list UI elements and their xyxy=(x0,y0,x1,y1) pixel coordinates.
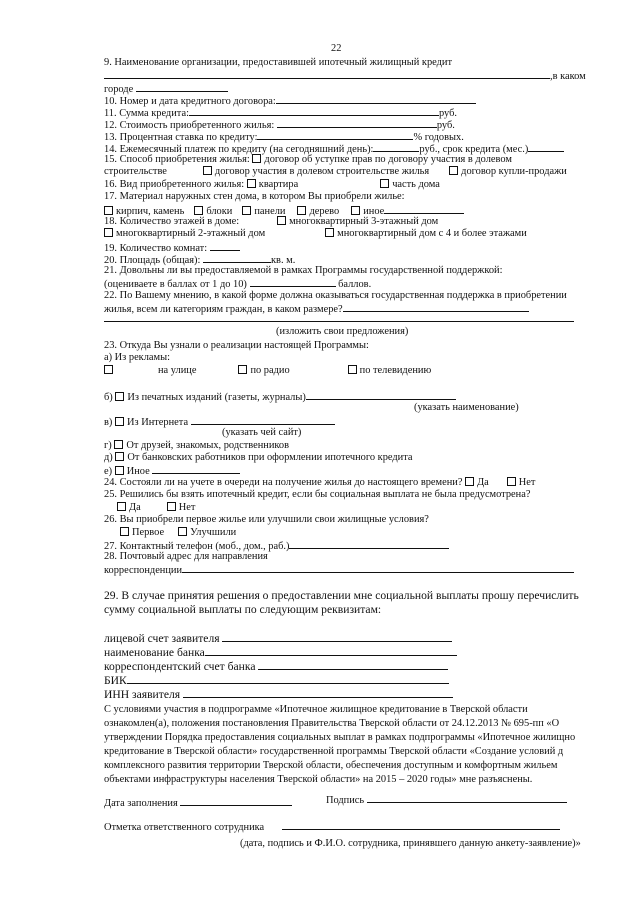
q17-opt2: блоки xyxy=(206,206,233,217)
q23-e-line xyxy=(104,464,240,478)
q23-v-checkbox[interactable] xyxy=(115,417,124,426)
q14-mid: руб., срок кредита (мес.) xyxy=(419,144,529,155)
q12-label: 12. Стоимость приобретенного жилья: xyxy=(104,120,275,131)
q22-line1: 22. По Вашему мнению, в какой форме должна оказываться государственная поддержка в приобретении xyxy=(104,290,567,301)
q28-field[interactable] xyxy=(182,563,574,573)
q29-field-label: наименование банка xyxy=(104,646,205,659)
q20-unit: кв. м. xyxy=(271,255,296,266)
q17-label: 17. Материал наружных стен дома, в котором Вы приобрели жилье: xyxy=(104,191,405,202)
q17-opt3-checkbox[interactable] xyxy=(242,206,251,215)
q17-opt4-checkbox[interactable] xyxy=(297,206,306,215)
q24-no: Нет xyxy=(518,477,536,488)
q23-v-letter: в) xyxy=(104,417,113,428)
q15-line1 xyxy=(104,154,512,166)
q29-field-row-1 xyxy=(104,632,452,645)
q23-label: 23. Откуда Вы узнали о реализации настоящей Программы: xyxy=(104,340,369,351)
q15-line2 xyxy=(104,166,567,178)
q23-e-letter: е) xyxy=(104,466,113,477)
corr-account-field[interactable] xyxy=(258,660,448,670)
q26-opt1: Первое xyxy=(132,527,165,538)
q15-opt3-checkbox[interactable] xyxy=(449,166,458,175)
q25-yes: Да xyxy=(129,502,141,513)
q18-label: 18. Количество этажей в доме: xyxy=(104,216,240,227)
q26-label: 26. Вы приобрели первое жилье или улучшили свои жилищные условия? xyxy=(104,514,429,525)
q18-opt2: многоквартирный 2-этажный дом xyxy=(116,228,266,239)
q23-a-opt1-checkbox[interactable] xyxy=(104,365,113,374)
date-line xyxy=(104,796,292,810)
consent-line-6: объектами инфраструктуры населения Тверской области» на 2015 – 2020 годы» мне разъяснены. xyxy=(104,774,533,785)
q27-field[interactable] xyxy=(289,539,449,549)
q13-field[interactable] xyxy=(257,130,413,140)
q23-b-letter: б) xyxy=(104,392,113,403)
q15-line2-label: строительстве xyxy=(104,166,167,177)
date-field[interactable] xyxy=(180,796,292,806)
officer-field[interactable] xyxy=(282,820,560,830)
q9-line xyxy=(104,69,586,83)
q11-unit: руб. xyxy=(438,108,457,119)
q23-g-checkbox[interactable] xyxy=(114,440,123,449)
q21-line2-label: (оцениваете в баллах от 1 до 10) xyxy=(104,279,247,290)
q23-b-label: Из печатных изданий (газеты, журналы) xyxy=(127,392,306,403)
q23-e-checkbox[interactable] xyxy=(115,466,124,475)
q23-a-options xyxy=(104,365,431,377)
sign-line xyxy=(326,793,567,807)
q23-a-opt1: на улице xyxy=(158,365,197,376)
q9-city-label: городе xyxy=(104,84,134,95)
q20-label: 20. Площадь (общая): xyxy=(104,255,201,266)
q25-label: 25. Решились бы взять ипотечный кредит, если бы социальная выплата не была предусмотрена? xyxy=(104,489,531,500)
q16-opt2: часть дома xyxy=(392,179,440,190)
q21-line1: 21. Довольны ли вы предоставляемой в рамках Программы государственной поддержкой: xyxy=(104,265,503,276)
q23-a-opt3-checkbox[interactable] xyxy=(348,365,357,374)
q21-line2 xyxy=(104,277,371,291)
q23-e-label: Иное xyxy=(126,466,150,477)
q14-label: 14. Ежемесячный платеж по кредиту (на сегодняшний день): xyxy=(104,144,374,155)
q29-field-label: ИНН заявителя xyxy=(104,688,181,701)
q23-v-field[interactable] xyxy=(191,415,335,425)
q15-opt3: договор купли-продажи xyxy=(461,166,567,177)
q22-field-1[interactable] xyxy=(343,302,529,312)
q29-field-row-2 xyxy=(104,646,457,659)
q29-field-row-4 xyxy=(104,674,449,687)
q16-line xyxy=(104,179,440,191)
q29-line1: 29. В случае принятия решения о предоставлении мне социальной выплаты прошу перечислить xyxy=(104,589,579,602)
consent-line-5: комплексного развития территории Тверской области, обеспечения доступным и комфортным жильем xyxy=(104,760,558,771)
q24-line xyxy=(104,477,535,489)
q23-d-letter: д) xyxy=(104,452,113,463)
q23-v-hint: (указать чей сайт) xyxy=(222,427,302,438)
q17-opt1-checkbox[interactable] xyxy=(104,206,113,215)
q29-field-label: корреспондентский счет банка xyxy=(104,660,256,673)
q23-g-letter: г) xyxy=(104,440,112,451)
q18-opt3: многоквартирный дом с 4 и более этажами xyxy=(337,228,527,239)
officer-line xyxy=(104,820,560,834)
q27-label: 27. Контактный телефон (моб., дом., раб.) xyxy=(104,541,290,552)
q17-opt5-checkbox[interactable] xyxy=(351,206,360,215)
bik-field[interactable] xyxy=(127,674,449,684)
q22-line3 xyxy=(104,312,574,326)
q23-b-line xyxy=(104,390,456,404)
q22-line2-label: жилья, всем ли категориям граждан, в каком размере? xyxy=(104,304,343,315)
q16-opt1: квартира xyxy=(258,179,299,190)
q9-tail: ,в каком xyxy=(550,71,586,82)
q18-line1 xyxy=(104,216,438,228)
inn-field[interactable] xyxy=(183,688,453,698)
q23-a-opt2: по радио xyxy=(250,365,290,376)
consent-line-2: ознакомлен(а), положения постановления Правительства Тверской области от 24.12.2013 № 695-пп «О xyxy=(104,718,560,729)
q18-opt2-checkbox[interactable] xyxy=(104,228,113,237)
q9-label: 9. Наименование организации, предоставившей ипотечный жилищный кредит xyxy=(104,57,452,68)
q17-opt4: дерево xyxy=(309,206,340,217)
q28-line2-label: корреспонденции xyxy=(104,565,183,576)
q20-field[interactable] xyxy=(203,253,271,263)
q15-opt2: договор участия в долевом строительстве жилья xyxy=(214,166,430,177)
q10-label: 10. Номер и дата кредитного договора: xyxy=(104,96,276,107)
q26-options xyxy=(120,527,236,539)
consent-line-4: кредитование в Тверской области» государственной программы Тверской области «Создание условий д xyxy=(104,746,564,757)
consent-line-1: С условиями участия в подпрограмме «Ипотечное жилищное кредитование в Тверской области xyxy=(104,704,528,715)
q23-v-label: Из Интернета xyxy=(126,417,189,428)
q18-opt3-checkbox[interactable] xyxy=(325,228,334,237)
q12-unit: руб. xyxy=(436,120,455,131)
page-number: 22 xyxy=(331,43,342,54)
q19-field[interactable] xyxy=(210,241,240,251)
q23-d-label: От банковских работников при оформлении ипотечного кредита xyxy=(127,452,413,463)
q21-field[interactable] xyxy=(250,277,336,287)
q24-yes-checkbox[interactable] xyxy=(465,477,474,486)
q10-field[interactable] xyxy=(276,94,476,104)
consent-line-3: утверждении Порядка предоставления социальных выплат в рамках подпрограммы «Ипотечное жилищно xyxy=(104,732,576,743)
q29-field-row-3 xyxy=(104,660,448,673)
q24-yes: Да xyxy=(477,477,489,488)
q17-other-field[interactable] xyxy=(384,204,464,214)
q15-opt1-checkbox[interactable] xyxy=(252,154,261,163)
q17-opt3: панели xyxy=(254,206,286,217)
q24-no-checkbox[interactable] xyxy=(507,477,516,486)
q15-label: 15. Способ приобретения жилья: xyxy=(104,154,250,165)
q9-city-field[interactable] xyxy=(136,82,228,92)
q23-g-line xyxy=(104,440,289,452)
q15-opt2-checkbox[interactable] xyxy=(203,166,212,175)
q22-hint: (изложить свои предложения) xyxy=(276,326,409,337)
sign-label: Подпись xyxy=(326,795,365,806)
q17-opt5: иное xyxy=(363,206,385,217)
sign-field[interactable] xyxy=(367,793,567,803)
q18-line2 xyxy=(104,228,527,240)
q29-field-label: лицевой счет заявителя xyxy=(104,632,220,645)
q22-field-2[interactable] xyxy=(104,312,574,322)
q23-d-checkbox[interactable] xyxy=(115,452,124,461)
q28-line2 xyxy=(104,563,574,577)
q23-e-field[interactable] xyxy=(152,464,240,474)
bank-name-field[interactable] xyxy=(205,646,457,656)
officer-label: Отметка ответственного сотрудника xyxy=(104,822,265,833)
q11-label: 11. Сумма кредита: xyxy=(104,108,189,119)
q23-b-checkbox[interactable] xyxy=(115,392,124,401)
q18-opt1: многоквартирный 3-этажный дом xyxy=(289,216,439,227)
q14-term-field[interactable] xyxy=(528,142,564,152)
q25-no: Нет xyxy=(178,502,196,513)
q26-opt2-checkbox[interactable] xyxy=(178,527,187,536)
date-label: Дата заполнения xyxy=(104,798,178,809)
q23-a-label: а) Из рекламы: xyxy=(104,352,170,363)
q17-opt2-checkbox[interactable] xyxy=(194,206,203,215)
q16-label: 16. Вид приобретенного жилья: xyxy=(104,179,245,190)
q24-label: 24. Состояли ли на учете в очереди на получение жилья до настоящего времени? xyxy=(104,477,463,488)
q25-options xyxy=(117,502,195,514)
q23-a-opt2-checkbox[interactable] xyxy=(238,365,247,374)
officer-hint: (дата, подпись и Ф.И.О. сотрудника, принявшего данную анкету-заявление)» xyxy=(240,838,581,849)
q14-payment-field[interactable] xyxy=(373,142,419,152)
q15-opt1: договор об уступке прав по договору участия в долевом xyxy=(264,154,512,165)
q16-opt2-checkbox[interactable] xyxy=(380,179,389,188)
q28-line1: 28. Почтовый адрес для направления xyxy=(104,551,268,562)
q12-field[interactable] xyxy=(277,118,437,128)
q21-unit: баллов. xyxy=(338,279,372,290)
q19-label: 19. Количество комнат: xyxy=(104,243,208,254)
q26-opt2: Улучшили xyxy=(190,527,237,538)
q23-b-hint: (указать наименование) xyxy=(414,402,519,413)
q18-opt1-checkbox[interactable] xyxy=(277,216,286,225)
q23-a-opt3: по телевидению xyxy=(359,365,432,376)
q23-b-field[interactable] xyxy=(306,390,456,400)
q25-no-checkbox[interactable] xyxy=(167,502,176,511)
q26-opt1-checkbox[interactable] xyxy=(120,527,129,536)
q11-field[interactable] xyxy=(189,106,439,116)
q29-field-label: БИК xyxy=(104,674,127,687)
account-field[interactable] xyxy=(222,632,452,642)
q23-d-line xyxy=(104,452,413,464)
q23-g-label: От друзей, знакомых, родственников xyxy=(126,440,290,451)
q13-label: 13. Процентная ставка по кредиту: xyxy=(104,132,258,143)
q17-opt1: кирпич, камень xyxy=(116,206,185,217)
q16-opt1-checkbox[interactable] xyxy=(247,179,256,188)
q13-unit: % годовых. xyxy=(413,132,464,143)
q29-line2: сумму социальной выплаты по следующим реквизитам: xyxy=(104,603,382,616)
q9-org-field[interactable] xyxy=(104,69,550,79)
q25-yes-checkbox[interactable] xyxy=(117,502,126,511)
q29-field-row-5 xyxy=(104,688,453,701)
